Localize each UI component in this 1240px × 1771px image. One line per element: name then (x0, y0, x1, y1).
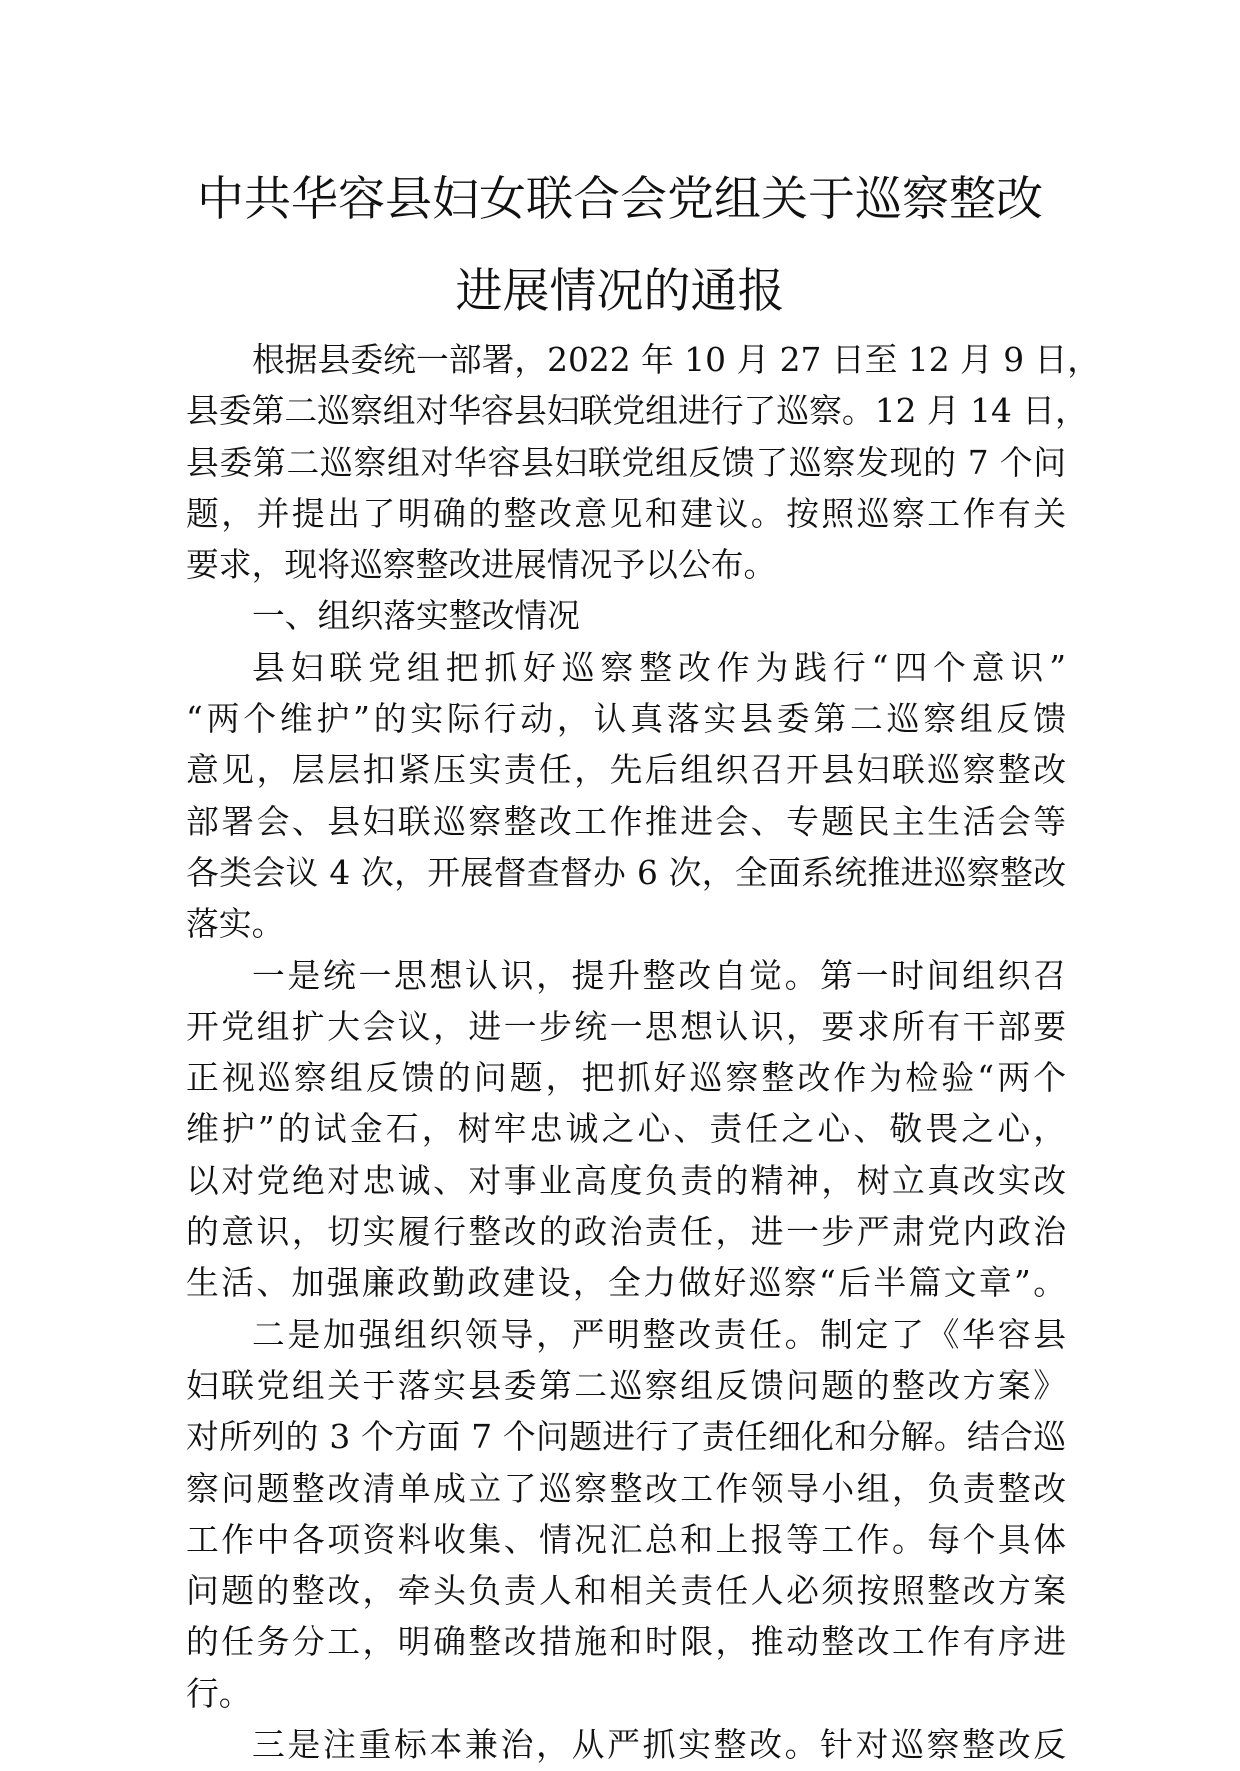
document-body (186, 335, 1101, 1771)
body-line: 开党组扩大会议，进一步统一思想认识，要求所有干部要 (186, 1007, 1066, 1046)
body-line: 正视巡察组反馈的问题，把抓好巡察整改作为检验“两个 (186, 1059, 1066, 1098)
body-line: 一是统一思想认识，提升整改自觉。第一时间组织召 (252, 956, 1066, 995)
body-line: 部署会、县妇联巡察整改工作推进会、专题民主生活会等 (186, 802, 1066, 841)
body-line: 的意识，切实履行整改的政治责任，进一步严肃党内政治 (186, 1213, 1066, 1252)
body-line: 二是加强组织领导，严明整改责任。制定了《华容县 (252, 1315, 1066, 1354)
body-line: 一、组织落实整改情况 (252, 597, 580, 636)
body-line: 县妇联党组把抓好巡察整改作为践行“四个意识” (252, 648, 1066, 687)
body-line: 妇联党组关于落实县委第二巡察组反馈问题的整改方案》 (186, 1366, 1066, 1405)
body-line: 落实。 (186, 905, 285, 944)
body-line: 生活、加强廉政勤政建设，全力做好巡察“后半篇文章”。 (186, 1264, 1066, 1303)
body-line: 工作中各项资料收集、情况汇总和上报等工作。每个具体 (186, 1520, 1066, 1559)
body-line: 题，并提出了明确的整改意见和建议。按照巡察工作有关 (186, 494, 1066, 533)
document-title-line-1: 中共华容县妇女联合会党组关于巡察整改 (197, 172, 1043, 227)
body-line: 行。 (186, 1674, 252, 1713)
body-line: 维护”的试金石，树牢忠诚之心、责任之心、敬畏之心， (186, 1110, 1066, 1149)
body-line: 对所列的 3 个方面 7 个问题进行了责任细化和分解。结合巡 (186, 1418, 1066, 1457)
body-line: 问题的整改，牵头负责人和相关责任人必须按照整改方案 (186, 1572, 1066, 1611)
body-line: 县委第二巡察组对华容县妇联党组进行了巡察。12 月 14 日， (186, 392, 1088, 431)
document-title-line-2: 进展情况的通报 (455, 264, 785, 319)
body-line: 察问题整改清单成立了巡察整改工作领导小组，负责整改 (186, 1469, 1066, 1508)
body-line: 根据县委统一部署，2022 年 10 月 27 日至 12 月 9 日， (252, 341, 1101, 379)
body-line: “两个维护”的实际行动，认真落实县委第二巡察组反馈 (186, 700, 1066, 739)
body-line: 意见，层层扣紧压实责任，先后组织召开县妇联巡察整改 (186, 751, 1066, 790)
body-line: 的任务分工，明确整改措施和时限，推动整改工作有序进 (186, 1623, 1066, 1662)
body-line: 县委第二巡察组对华容县妇联党组反馈了巡察发现的 7 个问 (186, 443, 1066, 482)
body-line: 三是注重标本兼治，从严抓实整改。针对巡察整改反 (252, 1726, 1066, 1765)
body-line: 以对党绝对忠诚、对事业高度负责的精神，树立真改实改 (186, 1161, 1066, 1200)
body-line: 要求，现将巡察整改进展情况予以公布。 (186, 546, 777, 585)
body-line: 各类会议 4 次，开展督查督办 6 次，全面系统推进巡察整改 (186, 853, 1066, 892)
